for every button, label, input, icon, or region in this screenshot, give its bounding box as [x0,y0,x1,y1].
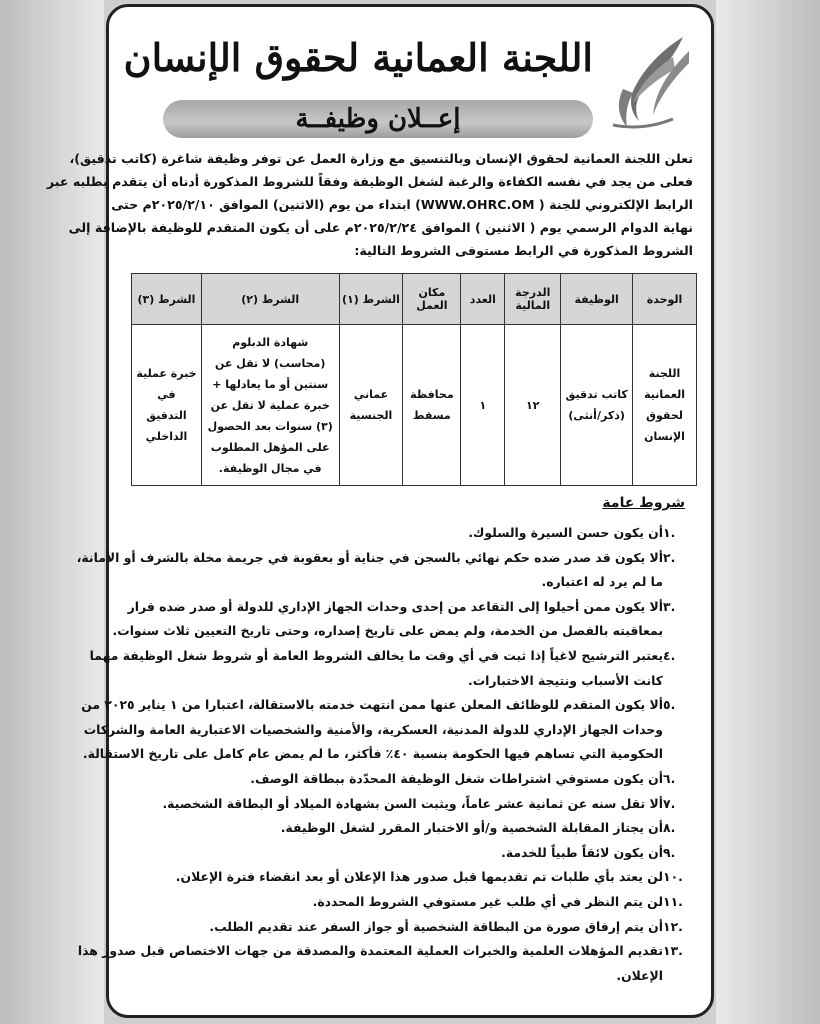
condition-line: ألا يكون قد صدر ضده حكم نهائي بالسجن في جناية أو بعقوبة في جريمة مخلة بالشرف أو الأمانة، [76,549,663,565]
condition-line: أن يكون مستوفي اشتراطات شغل الوظيفة المحدّدة ببطاقة الوصف. [250,770,663,786]
condition-number: .٥ [663,697,676,713]
condition-text [127,767,663,792]
condition-text [127,865,663,890]
cell-job: كاتب تدقيق (ذكر/أنثى) [561,325,633,486]
condition-number: .٨ [663,820,676,836]
intro-line: نهاية الدوام الرسمي يوم ( الاثنين ) الموافق ٢٠٢٥/٢/٢٤م على أن يكون المتقدم للوظيفة بالإضافة إلى [68,220,693,235]
condition-line: الإعلان. [616,967,663,983]
condition-number: .٩ [663,844,676,860]
intro-line: الشروط المذكورة في الرابط مستوفى الشروط التالية: [354,243,693,258]
condition-line: وحدات الجهاز الإداري للدولة المدنية، العسكرية، والأمنية والشخصيات الاعتبارية العامة والشركات [83,721,663,737]
condition-line: ألا تقل سنه عن ثمانية عشر عاماً، ويثبت السن بشهادة الميلاد أو البطاقة الشخصية. [162,795,663,811]
header-unit: الوحدة [633,274,697,325]
condition-number: .٢ [663,549,676,565]
condition-line: ما لم يرد له اعتباره. [541,574,663,590]
cell-unit: اللجنة العمانية لحقوق الإنسان [633,325,697,486]
header-grade: الدرجة المالية [505,274,561,325]
condition-text [127,521,663,546]
condition-line: الحكومية التي تساهم فيها الحكومة بنسبة ٤٠٪ فأكثر، ما لم يمض عام كامل على تاريخ الاستقالة. [82,746,663,762]
condition-item [112,595,693,644]
header-condition-2: الشرط (٢) [201,274,339,325]
condition-line: ألا يكون المتقدم للوظائف المعلن عنها ممن انتهت خدمته بالاستقالة، اعتبارا من ١ يناير ٢٠٢٥ من [81,697,663,713]
condition-text [113,595,663,644]
condition-line: بمعاقبته بالفصل من الخدمة، ولم يمض على تاريخ إصداره، وحتى تاريخ التعيين ثلاث سنوات. [112,623,663,639]
condition-line: لن يعتد بأي طلبات تم تقديمها قبل صدور هذا الإعلان أو بعد انقضاء فترة الإعلان. [175,869,663,885]
condition-line: أن يكون حسن السيرة والسلوك. [468,525,663,540]
condition-number: .٧ [663,795,676,811]
condition-line: أن يجتاز المقابلة الشخصية و/أو الاختبار المقرر لشغل الوظيفة. [280,820,663,836]
condition-number: .١٠ [663,869,683,885]
header-condition-1: الشرط (١) [339,274,403,325]
intro-paragraph [46,147,693,262]
background-blur-right [716,0,820,1024]
condition-item [77,939,693,988]
condition-item [89,644,693,693]
general-conditions-title: شروط عامة [602,495,685,511]
condition-text [127,792,663,817]
cell-location: محافظة مسقط [403,325,461,486]
header-location: مكان العمل [403,274,461,325]
header [109,7,711,137]
job-table [131,273,697,486]
cell-grade: ١٢ [505,325,561,486]
condition-text [90,644,663,693]
condition-item [127,865,693,890]
condition-item [127,915,693,940]
condition-item [76,546,693,595]
header-condition-3: الشرط (٣) [132,274,202,325]
cell-condition-3: خبرة عملية في التدقيق الداخلي [132,325,202,486]
table-header-row [132,274,697,325]
condition-line: كانت الأسباب ونتيجة الاختبارات. [467,672,663,688]
condition-item [127,816,693,841]
condition-text [81,693,663,767]
condition-item [81,693,693,767]
intro-line: تعلن اللجنة العمانية لحقوق الإنسان وبالتنسيق مع وزارة العمل عن توفر وظيفة شاغرة (كاتب تدقيق)، [69,151,693,166]
condition-text [127,816,663,841]
condition-text [127,890,663,915]
condition-line: تقديم المؤهلات العلمية والخبرات العملية المعتمدة والمصدقة من جهات الاختصاص قبل صدور هذا [77,943,663,959]
condition-text [127,841,663,866]
organization-title: اللجنة العمانية لحقوق الإنسان [123,35,593,80]
condition-text [77,546,663,595]
condition-item [127,792,693,817]
condition-text [78,939,663,988]
header-count: العدد [461,274,505,325]
condition-item [127,521,693,546]
condition-number: .٦ [663,770,676,786]
condition-line: يعتبر الترشيح لاغياً إذا ثبت في أي وقت ما يخالف الشروط العامة أو شروط شغل الوظيفة مهما [89,647,663,663]
condition-line: ألا يكون ممن أحيلوا إلى التقاعد من إحدى وحدات الجهاز الإداري للدولة أو صدر ضده قرار [127,598,663,614]
condition-number: .٣ [663,598,676,614]
announcement-title: إعــلان وظيفــة [295,104,461,134]
header-job: الوظيفة [561,274,633,325]
condition-item [127,841,693,866]
table-row [132,325,697,486]
cell-count: ١ [461,325,505,486]
general-conditions-list [76,521,693,988]
condition-number: .١١ [663,893,683,909]
condition-number: .١٣ [663,943,683,959]
announcement-banner [163,100,593,138]
condition-number: .٤ [663,647,676,663]
condition-item [127,767,693,792]
cell-condition-1: عماني الجنسية [339,325,403,486]
condition-line: أن يتم إرفاق صورة من البطاقة الشخصية أو جواز السفر عند تقديم الطلب. [209,918,663,934]
condition-text [127,915,663,940]
intro-line: الرابط الإلكتروني للجنة ( WWW.OHRC.OM) ابتداء من يوم (الاثنين) الموافق ٢٠٢٥/٢/١٠م حتى [111,197,693,212]
condition-line: لن يتم النظر في أي طلب غير مستوفي الشروط المحددة. [312,893,663,909]
condition-item [127,890,693,915]
dove-logo-icon [603,29,693,139]
condition-line: أن يكون لائقاً طبياً للخدمة. [501,844,663,860]
cell-condition-2: شهادة الدبلوم (محاسب) لا تقل عن سنتين أو ما يعادلها + خبرة عملية لا تقل عن (٣) سنوات بعد الحصول على المؤهل المطلوب في مجال الوظيفة. [201,325,339,486]
announcement-card [46,4,714,1018]
intro-line: فعلى من يجد في نفسه الكفاءة والرغبة لشغل الوظيفة وفقاً للشروط المذكورة أدناه أن يتقدم بطلبه عبر [46,174,693,189]
condition-number: .١٢ [663,918,683,934]
condition-number: .١ [663,525,676,540]
